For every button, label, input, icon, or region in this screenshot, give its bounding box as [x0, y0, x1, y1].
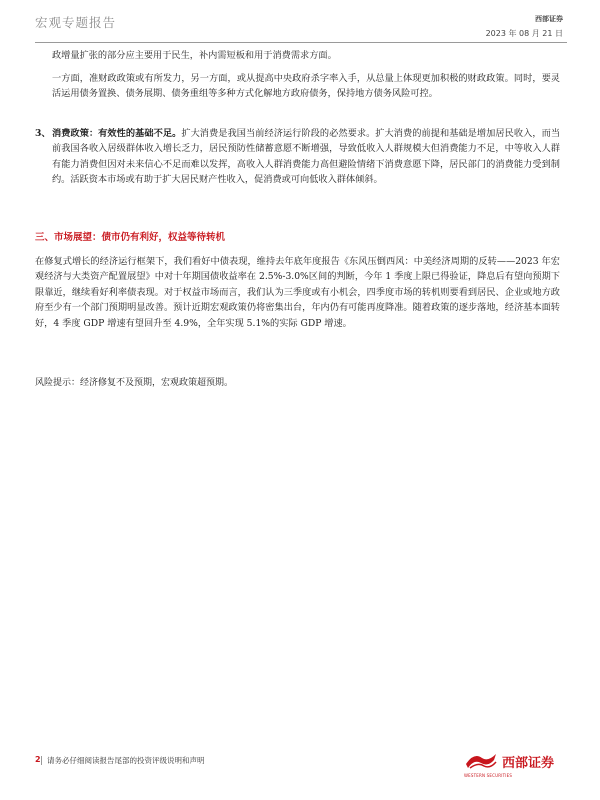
footer-separator [41, 756, 42, 765]
list-item-body [52, 126, 560, 188]
risk-warning: 风险提示：经济修复不及预期，宏观政策超预期。 [35, 378, 234, 388]
paragraph-fiscal-continued: 政增量扩张的部分应主要用于民生，补内需短板和用于消费需求方面。 [52, 50, 337, 61]
report-category-title: 宏观专题报告 [35, 15, 117, 30]
section-heading-market-outlook: 三、市场展望：债市仍有利好，权益等待转机 [35, 232, 226, 243]
logo-subtitle: WESTERN SECURITIES [464, 773, 513, 778]
list-item-consumption-policy [35, 126, 560, 188]
western-securities-logo-icon [464, 750, 498, 772]
list-item-lead: 消费政策：有效性的基础不足。 [52, 128, 182, 139]
footer-disclaimer: 请务必仔细阅读报告尾部的投资评级说明和声明 [47, 756, 205, 765]
paragraph-fiscal-policy: 一方面，准财政政策或有所发力，另一方面，或从提高中央政府杀字率入手，从总量上体现更加积极的财政政策。同时，要灵活运用债务置换、债务展期、债务重组等多种方式化解地方政府债务，保持地方债务风险可控。 [52, 73, 560, 100]
header-divider [35, 42, 567, 43]
page-number: 2 [35, 755, 41, 764]
paragraph-market-outlook: 在修复式增长的经济运行框架下，我们看好中债表现，维持去年底年度报告《东风压倒西风：中美经济周期的反转——2023 年宏观经济与大类资产配置展望》中对十年期国债收益率在 2.5%-3.0%区间的判断，今年 1 季度上限已得验证，降息后有望向预期下限靠近，继续看好利率债表现。对于权益市场而言，我们认为三季度或有小机会，四季度市场的转机则要看到居民、企业或地方政府至少有一个部门预期明显改善。预计近期宏观政策仍将密集出台，年内仍有可能再度降准。随着政策的逐步落地，经济基本面转好，4 季度 GDP 增速有望回升至 4.9%，全年实现 5.1%的实际 GDP 增速。 [35, 256, 560, 329]
report-date: 2023 年 08 月 21 日 [485, 29, 563, 38]
logo-wordmark: 西部证券 [502, 756, 555, 771]
header-brand: 西部证券 [535, 14, 563, 23]
list-item-number: 3、 [35, 128, 51, 139]
list-item-text: 扩大消费是我国当前经济运行阶段的必然要求。扩大消费的前提和基础是增加居民收入，而当前我国各收入居级群体收入增长乏力，居民预防性储蓄意愿不断增强，导致低收入人群规模大但消费能力不足，中等收入人群有能力消费但因对未来信心不足而难以发挥，高收入人群消费能力高但避险情绪下消费意愿下降，居民部门的消费能力受到制约。活跃资本市场或有助于扩大居民财产性收入，促消费或可向低收入群体倾斜。 [52, 128, 561, 186]
